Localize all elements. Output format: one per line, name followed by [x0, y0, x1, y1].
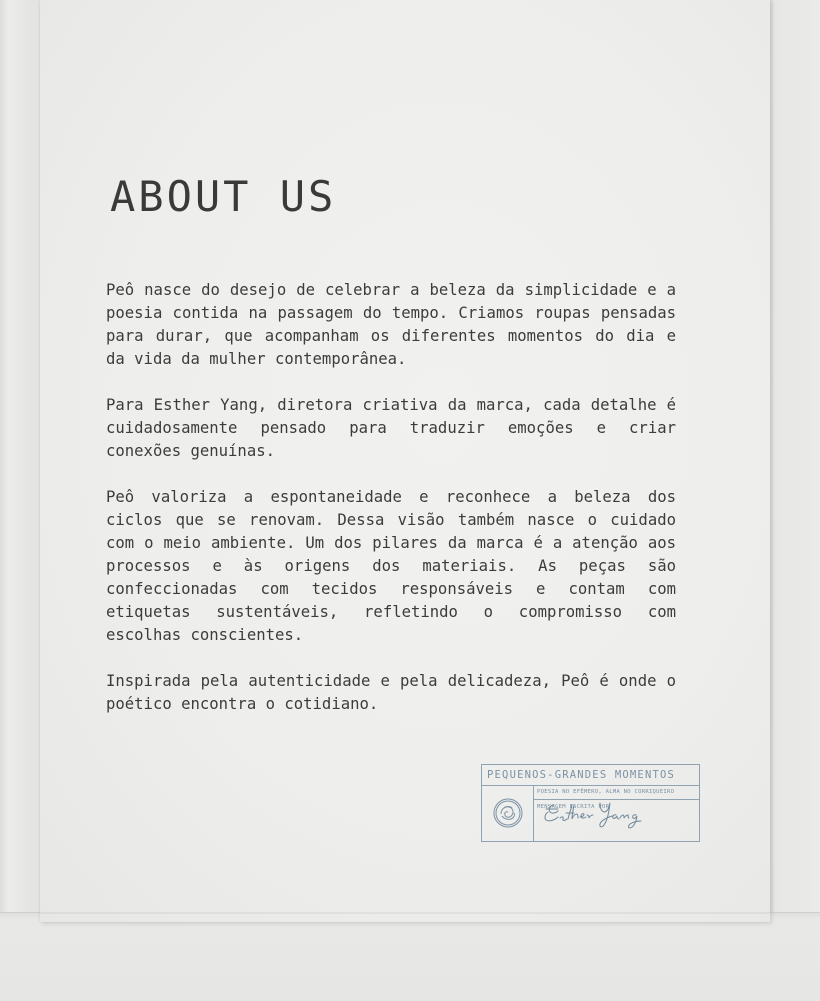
about-body	[106, 279, 676, 739]
stamp-tagline: POESIA NO EFÊMERO, ALMA NO CORRIQUEIRO	[534, 785, 699, 800]
rose-icon	[492, 797, 524, 829]
signature-esther-yang	[540, 785, 650, 841]
paper-edge-right	[770, 0, 820, 1000]
stamp-written-by: MENSAGEM ESCRITA POR	[537, 804, 610, 810]
paper-edge-bottom	[0, 912, 820, 1001]
paragraph-director: Para Esther Yang, diretora criativa da marca, cada detalhe é cuidadosamente pensado para traduzir emoções e criar conexões genuínas.	[106, 396, 676, 460]
paragraph-sustainability: Peô valoriza a espontaneidade e reconhece a beleza dos ciclos que se renovam. Dessa visão também nasce o cuidado com o meio ambiente. Um dos pilares da marca é a atenção aos processos e às origens dos materiais. As peças são confeccionadas com tecidos responsáveis e contam com etiquetas sustentáveis, refletindo o compromisso com escolhas conscientes.	[106, 488, 676, 644]
signature-text: Esther Yang	[644, 838, 650, 839]
paragraph-intro: Peô nasce do desejo de celebrar a beleza da simplicidade e a poesia contida na passagem do tempo. Criamos roupas pensadas para durar, que acompanham os diferentes momentos do dia e da vida da mulher contemporânea.	[106, 281, 676, 368]
message-stamp	[481, 764, 700, 842]
page-title: ABOUT US	[110, 172, 337, 221]
stamp-heading: PEQUENOS-GRANDES MOMENTOS	[482, 765, 699, 786]
stamp-logo	[482, 785, 534, 841]
paragraph-closing: Inspirada pela autenticidade e pela delicadeza, Peô é onde o poético encontra o cotidiano.	[106, 672, 676, 713]
